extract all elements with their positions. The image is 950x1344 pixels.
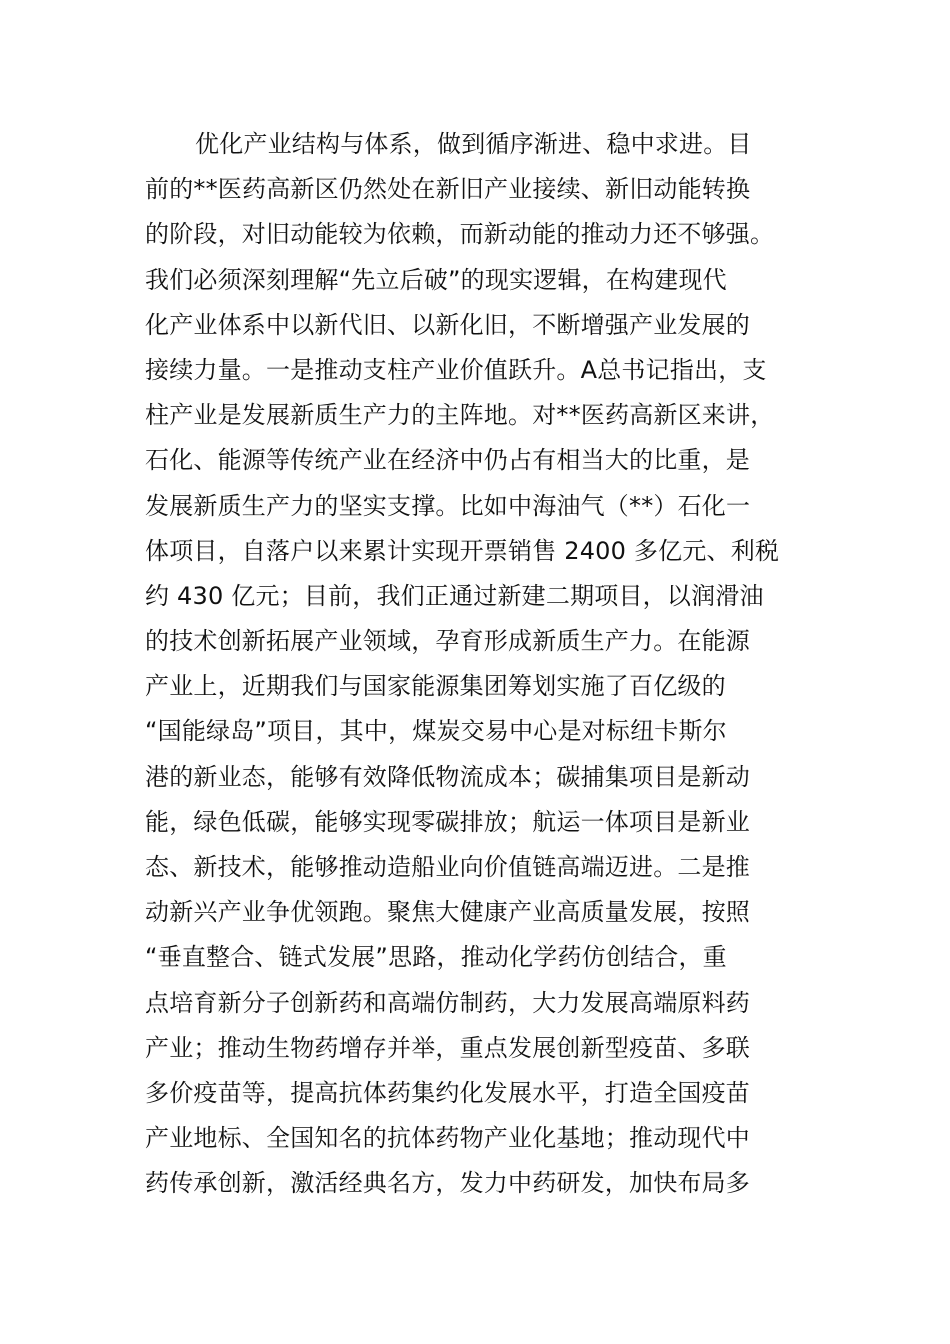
paragraph-line: 动新兴产业争优领跑。聚焦大健康产业高质量发展，按照	[145, 898, 750, 927]
paragraph-line: 产业地标、全国知名的抗体药物产业化基地；推动现代中	[145, 1124, 750, 1153]
paragraph-line: 体项目，自落户以来累计实现开票销售 2400 多亿元、利税	[145, 536, 780, 565]
paragraph-line: 港的新业态，能够有效降低物流成本；碳捕集项目是新动	[145, 762, 750, 791]
paragraph-line: 产业；推动生物药增存并举，重点发展创新型疫苗、多联	[145, 1033, 750, 1062]
paragraph-line: 的技术创新拓展产业领域，孕育形成新质生产力。在能源	[145, 627, 750, 656]
paragraph-line: 发展新质生产力的坚实支撑。比如中海油气（**）石化一	[145, 491, 751, 520]
paragraph-line: 石化、能源等传统产业在经济中仍占有相当大的比重，是	[145, 446, 750, 475]
paragraph-line: 态、新技术，能够推动造船业向价值链高端迈进。二是推	[145, 853, 750, 881]
paragraph-line: 我们必须深刻理解“先立后破”的现实逻辑，在构建现代	[145, 265, 727, 294]
paragraph-line: 前的**医药高新区仍然处在新旧产业接续、新旧动能转换	[145, 175, 751, 204]
paragraph-line: 化产业体系中以新代旧、以新化旧，不断增强产业发展的	[145, 310, 750, 339]
paragraph-line: “国能绿岛”项目，其中，煤炭交易中心是对标纽卡斯尔	[145, 717, 727, 746]
paragraph-line: 接续力量。一是推动支柱产业价值跃升。A总书记指出，支	[145, 355, 767, 384]
paragraph-line: 药传承创新，激活经典名方，发力中药研发，加快布局多	[145, 1169, 750, 1198]
paragraph-line: 优化产业结构与体系，做到循序渐进、稳中求进。目	[195, 130, 752, 158]
paragraph-line: 点培育新分子创新药和高端仿制药，大力发展高端原料药	[145, 988, 750, 1017]
body-paragraph	[145, 122, 810, 1207]
paragraph-line: 柱产业是发展新质生产力的主阵地。对**医药高新区来讲，	[145, 401, 775, 430]
paragraph-line: 多价疫苗等，提高抗体药集约化发展水平，打造全国疫苗	[145, 1078, 750, 1107]
paragraph-line: 约 430 亿元；目前，我们正通过新建二期项目，以润滑油	[145, 581, 764, 610]
paragraph-line: 的阶段，对旧动能较为依赖，而新动能的推动力还不够强。	[145, 220, 775, 249]
paragraph-line: “垂直整合、链式发展”思路，推动化学药仿创结合，重	[145, 943, 727, 972]
paragraph-line: 能，绿色低碳，能够实现零碳排放；航运一体项目是新业	[145, 807, 750, 836]
paragraph-line: 产业上，近期我们与国家能源集团筹划实施了百亿级的	[145, 672, 726, 701]
